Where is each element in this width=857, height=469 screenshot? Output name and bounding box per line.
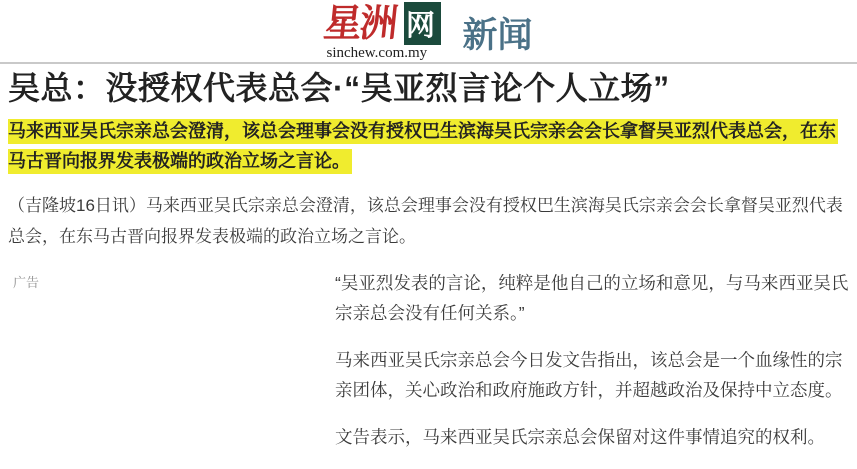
site-header — [0, 0, 857, 62]
advertisement-slot — [8, 262, 335, 292]
header-divider — [0, 62, 857, 64]
sinchew-logo-row — [324, 1, 440, 45]
article-content — [0, 69, 857, 469]
article-body — [335, 262, 849, 469]
sinchew-net-badge-icon: 网 — [401, 2, 441, 45]
sinchew-domain-text: sinchew.com.my — [326, 45, 428, 61]
article-summary-highlighted — [8, 116, 849, 176]
sinchew-logo-main — [324, 1, 440, 61]
section-label-news[interactable]: 新闻 — [462, 15, 533, 55]
article-headline: 吴总：没授权代表总会·“吴亚烈言论个人立场” — [8, 70, 670, 106]
article-paragraph-quote: “吴亚烈发表的言论，纯粹是他自己的立场和意见，与马来西亚吴氏宗亲总会没有任何关系。” — [335, 273, 849, 324]
article-lead-paragraph: （吉隆坡16日讯）马来西亚吴氏宗亲总会澄清，该总会理事会没有授权巴生滨海吴氏宗亲会会长拿督吴亚烈代表总会，在东马古晋向报界发表极端的政治立场之言论。 — [8, 196, 843, 247]
article-paragraph: 文告表示，马来西亚吴氏宗亲总会保留对这件事情追究的权利。 — [335, 427, 825, 448]
article-paragraph: 马来西亚吴氏宗亲总会今日发文告指出，该总会是一个血缘性的宗亲团体，关心政治和政府施政方针，并超越政治及保持中立态度。 — [335, 350, 843, 401]
article-columns — [8, 262, 849, 469]
sinchew-brand-characters: 星洲 — [322, 1, 399, 45]
highlight-mark: 马来西亚吴氏宗亲总会澄清，该总会理事会没有授权巴生滨海吴氏宗亲会会长拿督吴亚烈代表总会，在东马古晋向报界发表极端的政治立场之言论。 — [8, 119, 838, 174]
sinchew-logo[interactable] — [324, 1, 440, 61]
advertisement-label: 广告 — [13, 275, 40, 291]
